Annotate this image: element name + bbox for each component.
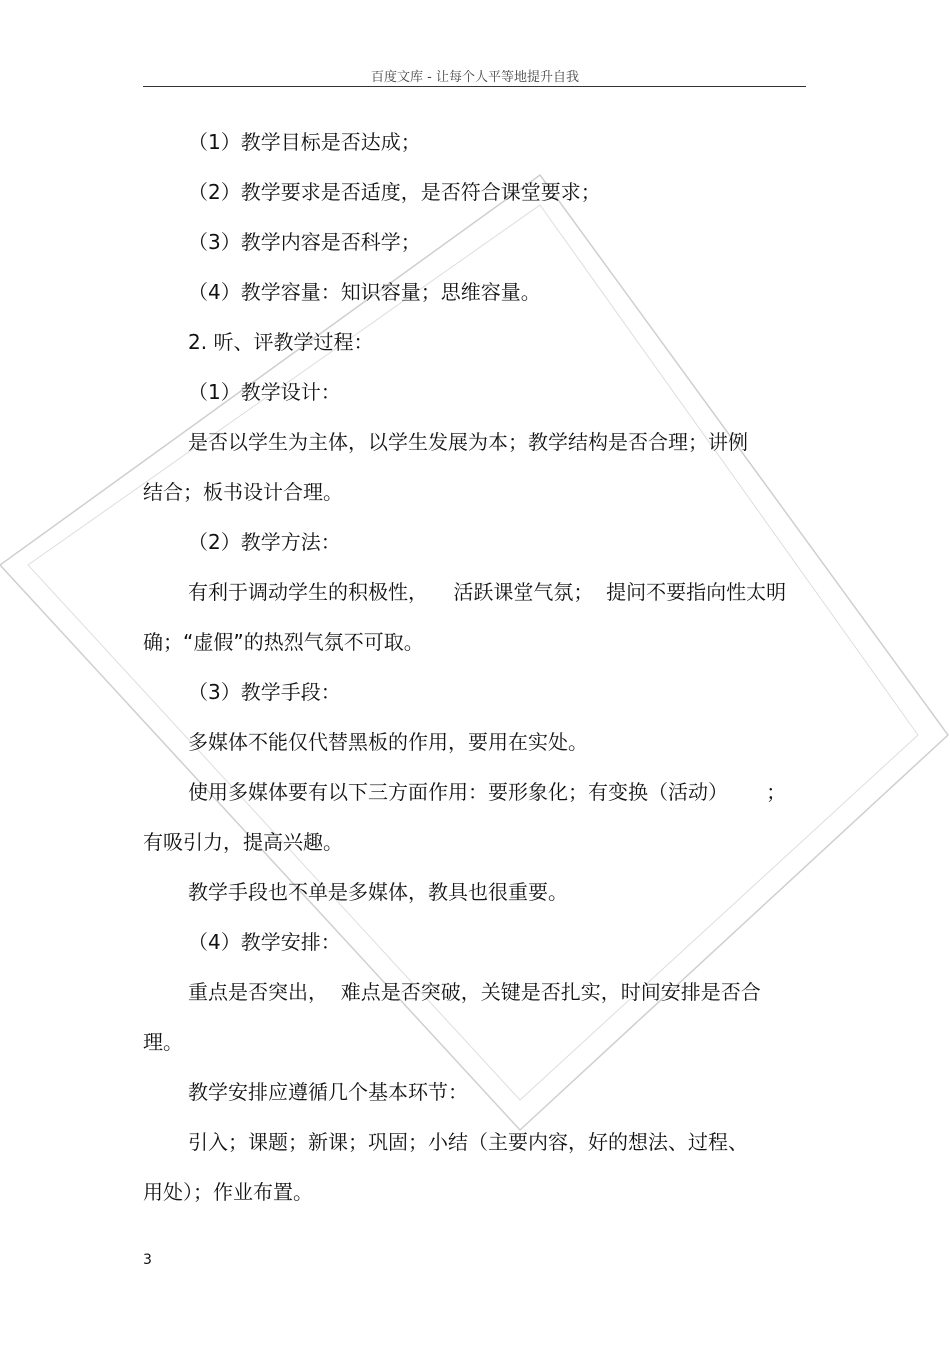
paragraph-line: 用处）；作业布置。 <box>143 1180 313 1204</box>
header-rule <box>143 86 806 87</box>
paragraph-line: 结合；板书设计合理。 <box>143 480 343 504</box>
paragraph-line: 是否以学生为主体，以学生发展为本；教学结构是否合理；讲例 <box>188 430 748 454</box>
paragraph-line: （1）教学设计： <box>188 380 341 404</box>
paragraph-line: （3）教学内容是否科学； <box>188 230 421 254</box>
paragraph-line: 有利于调动学生的积极性， 活跃课堂气氛； 提问不要指向性太明 <box>188 580 787 604</box>
paragraph-line: （4）教学安排： <box>188 930 341 954</box>
paragraph-line: 理。 <box>143 1030 183 1054</box>
paragraph-line: （2）教学要求是否适度，是否符合课堂要求； <box>188 180 601 204</box>
page-number: 3 <box>143 1252 152 1268</box>
paragraph-line: （4）教学容量：知识容量；思维容量。 <box>188 280 541 304</box>
paragraph-line: 有吸引力，提高兴趣。 <box>143 830 343 854</box>
paragraph-line: 重点是否突出， 难点是否突破，关键是否扎实，时间安排是否合 <box>188 980 761 1004</box>
page-header: 百度文库 - 让每个人平等地提升自我 <box>371 70 579 85</box>
section-heading: 2. 听、评教学过程： <box>188 330 374 354</box>
paragraph-line: （2）教学方法： <box>188 530 341 554</box>
paragraph-line: 确；“虚假”的热烈气氛不可取。 <box>143 630 424 654</box>
paragraph-line: （1）教学目标是否达成； <box>188 130 421 154</box>
paragraph-line: 多媒体不能仅代替黑板的作用，要用在实处。 <box>188 730 588 754</box>
paragraph-line: 教学安排应遵循几个基本环节： <box>188 1080 468 1104</box>
paragraph-line: 教学手段也不单是多媒体，教具也很重要。 <box>188 880 568 904</box>
paragraph-line: 使用多媒体要有以下三方面作用：要形象化；有变换（活动） ； <box>188 780 787 804</box>
paragraph-line: 引入；课题；新课；巩固；小结（主要内容，好的想法、过程、 <box>188 1130 748 1154</box>
paragraph-line: （3）教学手段： <box>188 680 341 704</box>
